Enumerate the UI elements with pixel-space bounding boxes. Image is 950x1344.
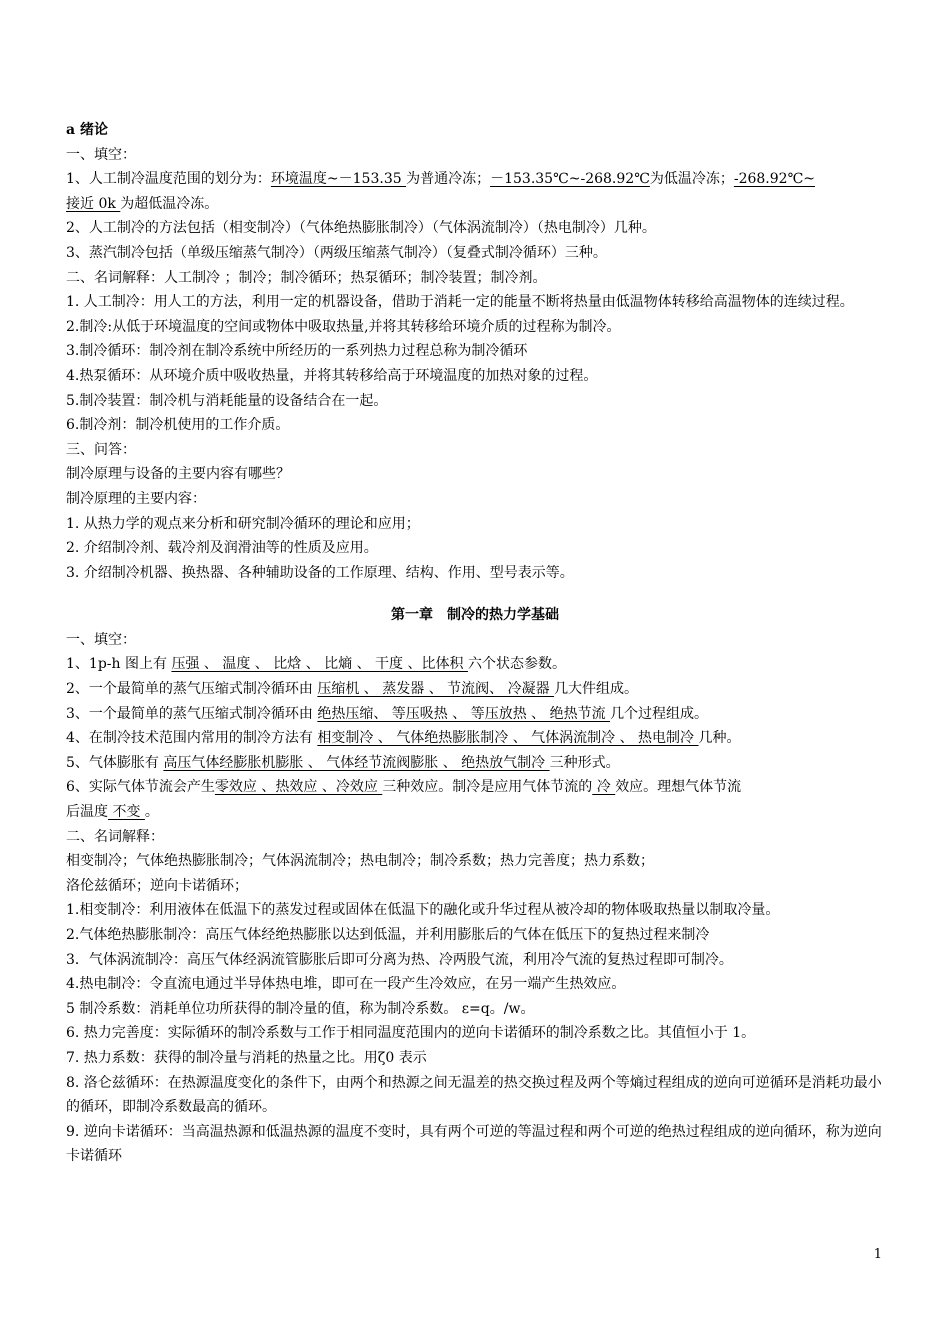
qa-question: 制冷原理与设备的主要内容有哪些？ xyxy=(66,466,290,483)
question-1: 1、人工制冷温度范围的划分为：环境温度~－153.35 为普通冷冻；－153.35℃~-268.92℃为低温冷冻；-268.92℃~ xyxy=(66,171,815,188)
definition-6: 6.制冷剂：制冷机使用的工作介质。 xyxy=(66,417,290,434)
definition-1: 1. 人工制冷：用人工的方法，利用一定的机器设备，借助于消耗一定的能量不断将热量由低温物体转移给高温物体的连续过程。 xyxy=(66,294,854,311)
explanation-2: 2.气体绝热膨胀制冷：高压气体经绝热膨胀以达到低温，并利用膨胀后的气体在低压下的复热过程来制冷 xyxy=(66,927,710,943)
answer-2: 2. 介绍制冷剂、载冷剂及润滑油等的性质及应用。 xyxy=(66,540,378,557)
answer-1: 1. 从热力学的观点来分析和研究制冷循环的理论和应用； xyxy=(66,515,420,532)
heading-fill-blank: 一、填空： xyxy=(66,631,136,648)
fill-4: 4、在制冷技术范围内常用的制冷方法有 相变制冷 、 气体绝热膨胀制冷 、 气体涡流制冷 、 热电制冷 几种。 xyxy=(66,730,741,747)
definition-2: 2.制冷:从低于环境温度的空间或物体中吸取热量,并将其转移给环境介质的过程称为制冷。 xyxy=(66,318,621,335)
question-1-cont: 接近 0k 为超低温冷冻。 xyxy=(66,195,219,212)
document-page xyxy=(66,118,884,1169)
chapter-title: 第一章 制冷的热力学基础 xyxy=(391,607,559,624)
explanation-4: 4.热电制冷：令直流电通过半导体热电堆，即可在一段产生冷效应，在另一端产生热效应。 xyxy=(66,976,626,993)
answer-3: 3. 介绍制冷机器、换热器、各种辅助设备的工作原理、结构、作用、型号表示等。 xyxy=(66,564,574,581)
explanation-8: 8. 洛仑兹循环：在热源温度变化的条件下，由两个和热源之间无温差的热交换过程及两个等熵过程组成的逆向可逆循环是消耗功最小的循环，即制冷系数最高的循环。 xyxy=(66,1074,882,1116)
explanation-3: 3．气体涡流制冷：高压气体经涡流管膨胀后即可分离为热、冷两股气流，利用冷气流的复热过程即可制冷。 xyxy=(66,951,733,968)
fill-2: 2、一个最简单的蒸气压缩式制冷循环由 压缩机 、 蒸发器 、 节流阀、 冷凝器 几大件组成。 xyxy=(66,681,639,698)
heading-terms: 二、名词解释：人工制冷 ；制冷；制冷循环；热泵循环；制冷装置；制冷剂。 xyxy=(66,269,547,286)
heading-qa: 三、问答： xyxy=(66,441,136,458)
fill-5: 5、气体膨胀有 高压气体经膨胀机膨胀 、 气体经节流阀膨胀 、 绝热放气制冷 三种形式。 xyxy=(66,754,620,771)
terms-list-2: 洛伦兹循环；逆向卡诺循环； xyxy=(66,877,248,894)
fill-3: 3、一个最简单的蒸气压缩式制冷循环由 绝热压缩、 等压吸热 、 等压放热 、 绝热节流 几个过程组成。 xyxy=(66,705,709,722)
terms-list-1: 相变制冷；气体绝热膨胀制冷；气体涡流制冷；热电制冷；制冷系数；热力完善度；热力系数； xyxy=(66,853,654,870)
explanation-9: 9. 逆向卡诺循环：当高温热源和低温热源的温度不变时，具有两个可逆的等温过程和两个可逆的绝热过程组成的逆向循环，称为逆向卡诺循环 xyxy=(66,1123,882,1165)
explanation-6: 6. 热力完善度：实际循环的制冷系数与工作于相同温度范围内的逆向卡诺循环的制冷系数之比。其值恒小于 1。 xyxy=(66,1025,756,1042)
qa-answer-lead: 制冷原理的主要内容： xyxy=(66,490,206,507)
explanation-7: 7. 热力系数：获得的制冷量与消耗的热量之比。用ζ0 表示 xyxy=(66,1049,427,1066)
question-2: 2、人工制冷的方法包括（相变制冷）（气体绝热膨胀制冷）（气体涡流制冷）（热电制冷）几种。 xyxy=(66,220,656,237)
heading-terms: 二、名词解释： xyxy=(66,828,164,845)
fill-1: 1、1p-h 图上有 压强 、 温度 、 比焓 、 比熵 、 干度 、比体积 六个状态参数。 xyxy=(66,656,566,673)
page-number: 1 xyxy=(873,1247,882,1262)
definition-5: 5.制冷装置：制冷机与消耗能量的设备结合在一起。 xyxy=(66,392,388,409)
spacer xyxy=(66,585,884,603)
explanation-1: 1.相变制冷：利用液体在低温下的蒸发过程或固体在低温下的融化或升华过程从被冷却的物体吸取热量以制取冷量。 xyxy=(66,902,780,919)
question-3: 3、蒸汽制冷包括（单级压缩蒸气制冷）（两级压缩蒸气制冷）（复叠式制冷循环）三种。 xyxy=(66,244,607,261)
explanation-5: 5 制冷系数：消耗单位功所获得的制冷量的值，称为制冷系数。 ε=q。/w。 xyxy=(66,1000,535,1017)
fill-6: 6、实际气体节流会产生零效应 、热效应 、冷效应 三种效应。制冷是应用气体节流的 冷 效应。理想气体节流 xyxy=(66,779,742,796)
section-title-intro: a 绪论 xyxy=(66,122,108,138)
definition-3: 3.制冷循环：制冷剂在制冷系统中所经历的一系列热力过程总称为制冷循环 xyxy=(66,343,528,360)
fill-6-cont: 后温度 不变 。 xyxy=(66,804,159,821)
heading-fill-blank: 一、填空： xyxy=(66,146,136,163)
definition-4: 4.热泵循环：从环境介质中吸收热量，并将其转移给高于环境温度的加热对象的过程。 xyxy=(66,367,598,384)
